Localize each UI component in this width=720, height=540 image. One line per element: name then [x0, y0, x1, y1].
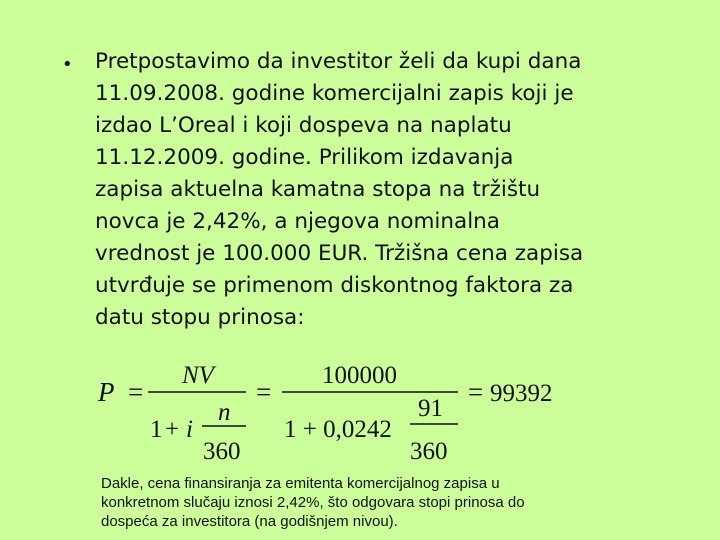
- formula-equals-3: =: [468, 377, 484, 407]
- formula-result: 99392: [490, 380, 553, 407]
- formula-numerator-nv: NV: [182, 362, 214, 389]
- bullet-line: 11.09.2008. godine komercijalni zapis koji je: [95, 81, 574, 106]
- formula-den2-360: 360: [410, 438, 448, 465]
- formula-lhs-p: P: [98, 377, 115, 407]
- bullet-line: vrednost je 100.000 EUR. Tržišna cena zapisa: [95, 241, 584, 266]
- formula-den1-one: 1: [150, 416, 163, 443]
- bullet-text: [95, 46, 643, 334]
- formula-equals-2: =: [256, 377, 272, 407]
- bullet-line: utvrđuje se primenom diskontnog faktora za: [95, 273, 574, 298]
- bullet-line: Pretpostavimo da investitor želi da kupi dana: [95, 49, 582, 74]
- formula-den1-i: i: [186, 416, 193, 443]
- bullet-line: izdao L’Oreal i koji dospeva na naplatu: [95, 113, 512, 138]
- formula-numerator-100000: 100000: [322, 362, 397, 389]
- bullet-line: datu stopu prinosa:: [95, 305, 305, 330]
- conclusion-line: konkretnom slučaju iznosi 2,42%, što odgovara stopi prinosa do: [101, 494, 525, 511]
- formula-equals-1: =: [128, 377, 144, 407]
- formula-svg: [96, 360, 576, 470]
- discount-formula: [96, 360, 576, 470]
- conclusion-line: Dakle, cena finansiranja za emitenta komercijalnog zapisa u: [101, 475, 500, 492]
- formula-den1-n: n: [218, 399, 231, 426]
- bullet-line: zapisa aktuelna kamatna stopa na tržištu: [95, 177, 541, 202]
- conclusion-note: [101, 474, 609, 531]
- formula-den2-one-plus-rate: 1 + 0,0242: [284, 416, 392, 443]
- formula-den2-91: 91: [418, 395, 443, 422]
- bullet-line: 11.12.2009. godine. Prilikom izdavanja: [95, 145, 514, 170]
- bullet-line: novca je 2,42%, a njegova nominalna: [95, 209, 500, 234]
- formula-den1-plus: +: [165, 416, 180, 443]
- conclusion-line: dospeća za investitora (na godišnjem nivou).: [101, 513, 398, 530]
- formula-den1-360: 360: [203, 438, 241, 465]
- bullet-marker: •: [62, 54, 73, 75]
